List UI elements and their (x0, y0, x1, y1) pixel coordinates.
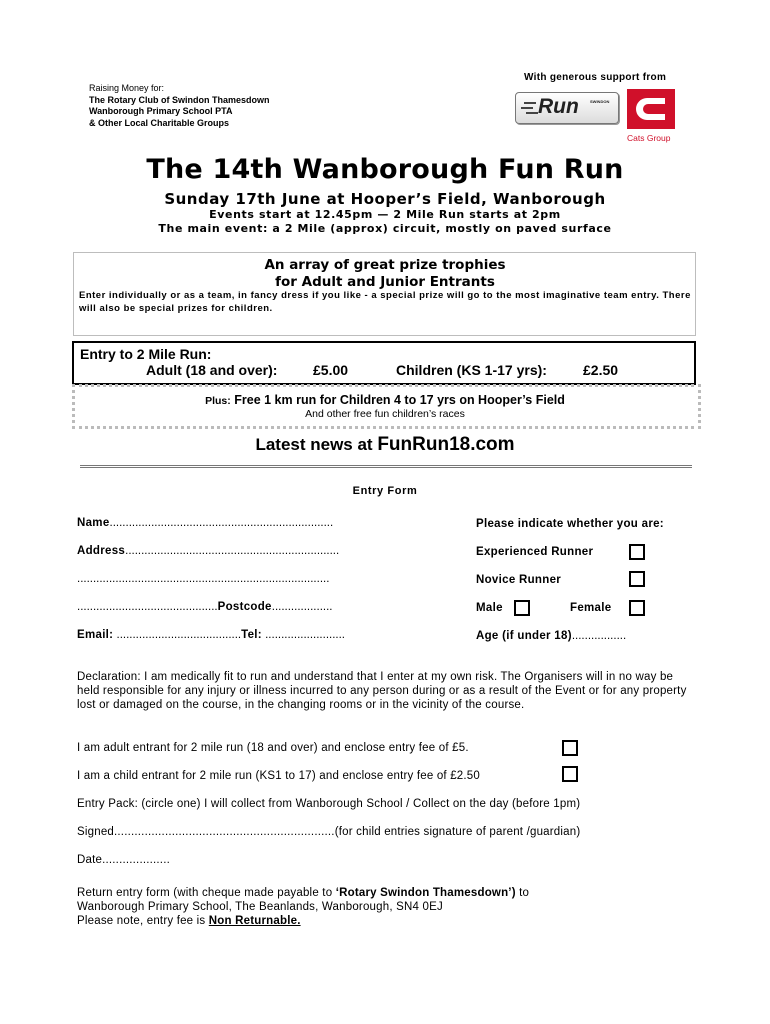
speed-line-icon (521, 107, 533, 109)
return-line3 (77, 914, 529, 928)
event-date-location: Sunday 17th June at Hooper’s Field, Wanborough (164, 190, 606, 208)
run-logo-small-text: SWINDON (590, 99, 610, 104)
female-checkbox[interactable] (629, 600, 645, 616)
return-instructions (77, 886, 529, 928)
child-entrant-text: I am a child entrant for 2 mile run (KS1 to 17) and enclose entry fee of £2.50 (77, 770, 480, 782)
raising-label: Raising Money for: (89, 83, 165, 93)
fundraising-block (89, 83, 270, 129)
free-races-text: And other free fun children’s races (305, 408, 465, 420)
name-dots: ...................................................................... (109, 517, 334, 529)
entry-fee-heading: Entry to 2 Mile Run: (80, 346, 212, 362)
email-dots: ....................................... (113, 629, 242, 641)
male-label: Male (476, 602, 503, 614)
experienced-runner-checkbox[interactable] (629, 544, 645, 560)
date-label: Date (77, 854, 103, 866)
novice-runner-checkbox[interactable] (629, 571, 645, 587)
return-pre: Return entry form (with cheque made payable to (77, 887, 336, 899)
email-tel-field[interactable] (77, 629, 345, 641)
age-label: Age (if under 18) (476, 630, 572, 642)
return-post: to (515, 887, 530, 899)
tel-dots: ......................... (261, 629, 345, 641)
prize-heading: for Adult and Junior Entrants (275, 274, 495, 290)
address-dots: ................................................................... (125, 545, 340, 557)
run-sponsor-logo (515, 92, 619, 124)
speed-line-icon (526, 112, 538, 114)
child-fee-label: Children (KS 1-17 yrs): (396, 362, 547, 378)
plus-label: Plus: (205, 395, 231, 407)
address-label: Address (77, 545, 126, 557)
event-times: Events start at 12.45pm — 2 Mile Run starts at 2pm (209, 208, 561, 221)
postcode-field[interactable] (77, 601, 332, 613)
prize-text: Enter individually or as a team, in fancy dress if you like - a special prize will go to the most imaginative team entry. There will also be special prizes for children. (79, 290, 691, 314)
news-website-link[interactable]: FunRun18.com (377, 434, 515, 455)
news-prefix: Latest news at (255, 435, 373, 454)
date-dots: .................... (102, 854, 170, 866)
declaration-text: Declaration: I am medically fit to run and understand that I enter at my own risk. The Organisers will in no way be held responsible for any injury or illness incurred to any person during or as a result of the Event or for any property lost or damaged on the course, in the changing rooms or in the vicinity of the course. (77, 671, 687, 711)
free-run-main: Free 1 km run for Children 4 to 17 yrs on Hooper’s Field (234, 393, 565, 407)
adult-fee-label: Adult (18 and over): (146, 362, 278, 378)
entry-form-heading: Entry Form (352, 485, 418, 497)
speed-line-icon (524, 102, 536, 104)
child-entrant-checkbox[interactable] (562, 766, 578, 782)
prize-heading: An array of great prize trophies (264, 257, 506, 273)
address-line2-field[interactable] (77, 573, 329, 585)
fee-note: Please note, entry fee is (77, 915, 209, 927)
adult-fee-value: £5.00 (313, 362, 349, 378)
return-line1 (77, 886, 529, 900)
payee-name: ‘Rotary Swindon Thamesdown’) (335, 887, 516, 899)
cats-group-logo (627, 89, 675, 129)
support-label: With generous support from (524, 72, 667, 83)
signature-field[interactable] (77, 826, 580, 838)
experienced-runner-label: Experienced Runner (476, 546, 594, 558)
email-label: Email: (77, 629, 114, 641)
return-address: Wanborough Primary School, The Beanlands, Wanborough, SN4 0EJ (77, 901, 443, 913)
novice-runner-label: Novice Runner (476, 574, 562, 586)
entry-pack-text: Entry Pack: (circle one) I will collect from Wanborough School / Collect on the day (before 1pm) (77, 798, 581, 810)
tel-label: Tel: (241, 629, 262, 641)
divider (80, 465, 692, 468)
name-label: Name (77, 517, 110, 529)
free-run-text (0, 393, 770, 407)
age-dots: ................. (571, 630, 627, 642)
adult-entrant-text: I am adult entrant for 2 mile run (18 and over) and enclose entry fee of £5. (77, 742, 469, 754)
signed-dots: ................................................................. (114, 826, 335, 838)
adult-entrant-checkbox[interactable] (562, 740, 578, 756)
non-returnable: Non Returnable. (208, 915, 301, 927)
date-field[interactable] (77, 854, 170, 866)
address-field[interactable] (77, 545, 339, 557)
news-line (0, 434, 770, 456)
charity-line: & Other Local Charitable Groups (89, 117, 230, 128)
indicate-label: Please indicate whether you are: (476, 518, 664, 530)
address-line2-dots: ............................................................................... (77, 573, 330, 585)
male-checkbox[interactable] (514, 600, 530, 616)
signed-note: (for child entries signature of parent /guardian) (334, 826, 581, 838)
event-description: The main event: a 2 Mile (approx) circuit, mostly on paved surface (158, 222, 612, 235)
postcode-dots: ................... (271, 601, 333, 613)
postcode-pre-dots: ............................................ (77, 601, 218, 613)
postcode-label: Postcode (217, 601, 272, 613)
charity-line: Wanborough Primary School PTA (89, 106, 233, 116)
run-logo-text: Run (538, 95, 579, 118)
child-fee-value: £2.50 (583, 362, 619, 378)
cats-group-label: Cats Group (627, 133, 671, 143)
page-title: The 14th Wanborough Fun Run (146, 154, 624, 185)
charity-line: The Rotary Club of Swindon Thamesdown (89, 94, 270, 105)
age-field[interactable] (476, 630, 626, 642)
name-field[interactable] (77, 517, 333, 529)
female-label: Female (570, 602, 612, 614)
signed-label: Signed (77, 826, 115, 838)
